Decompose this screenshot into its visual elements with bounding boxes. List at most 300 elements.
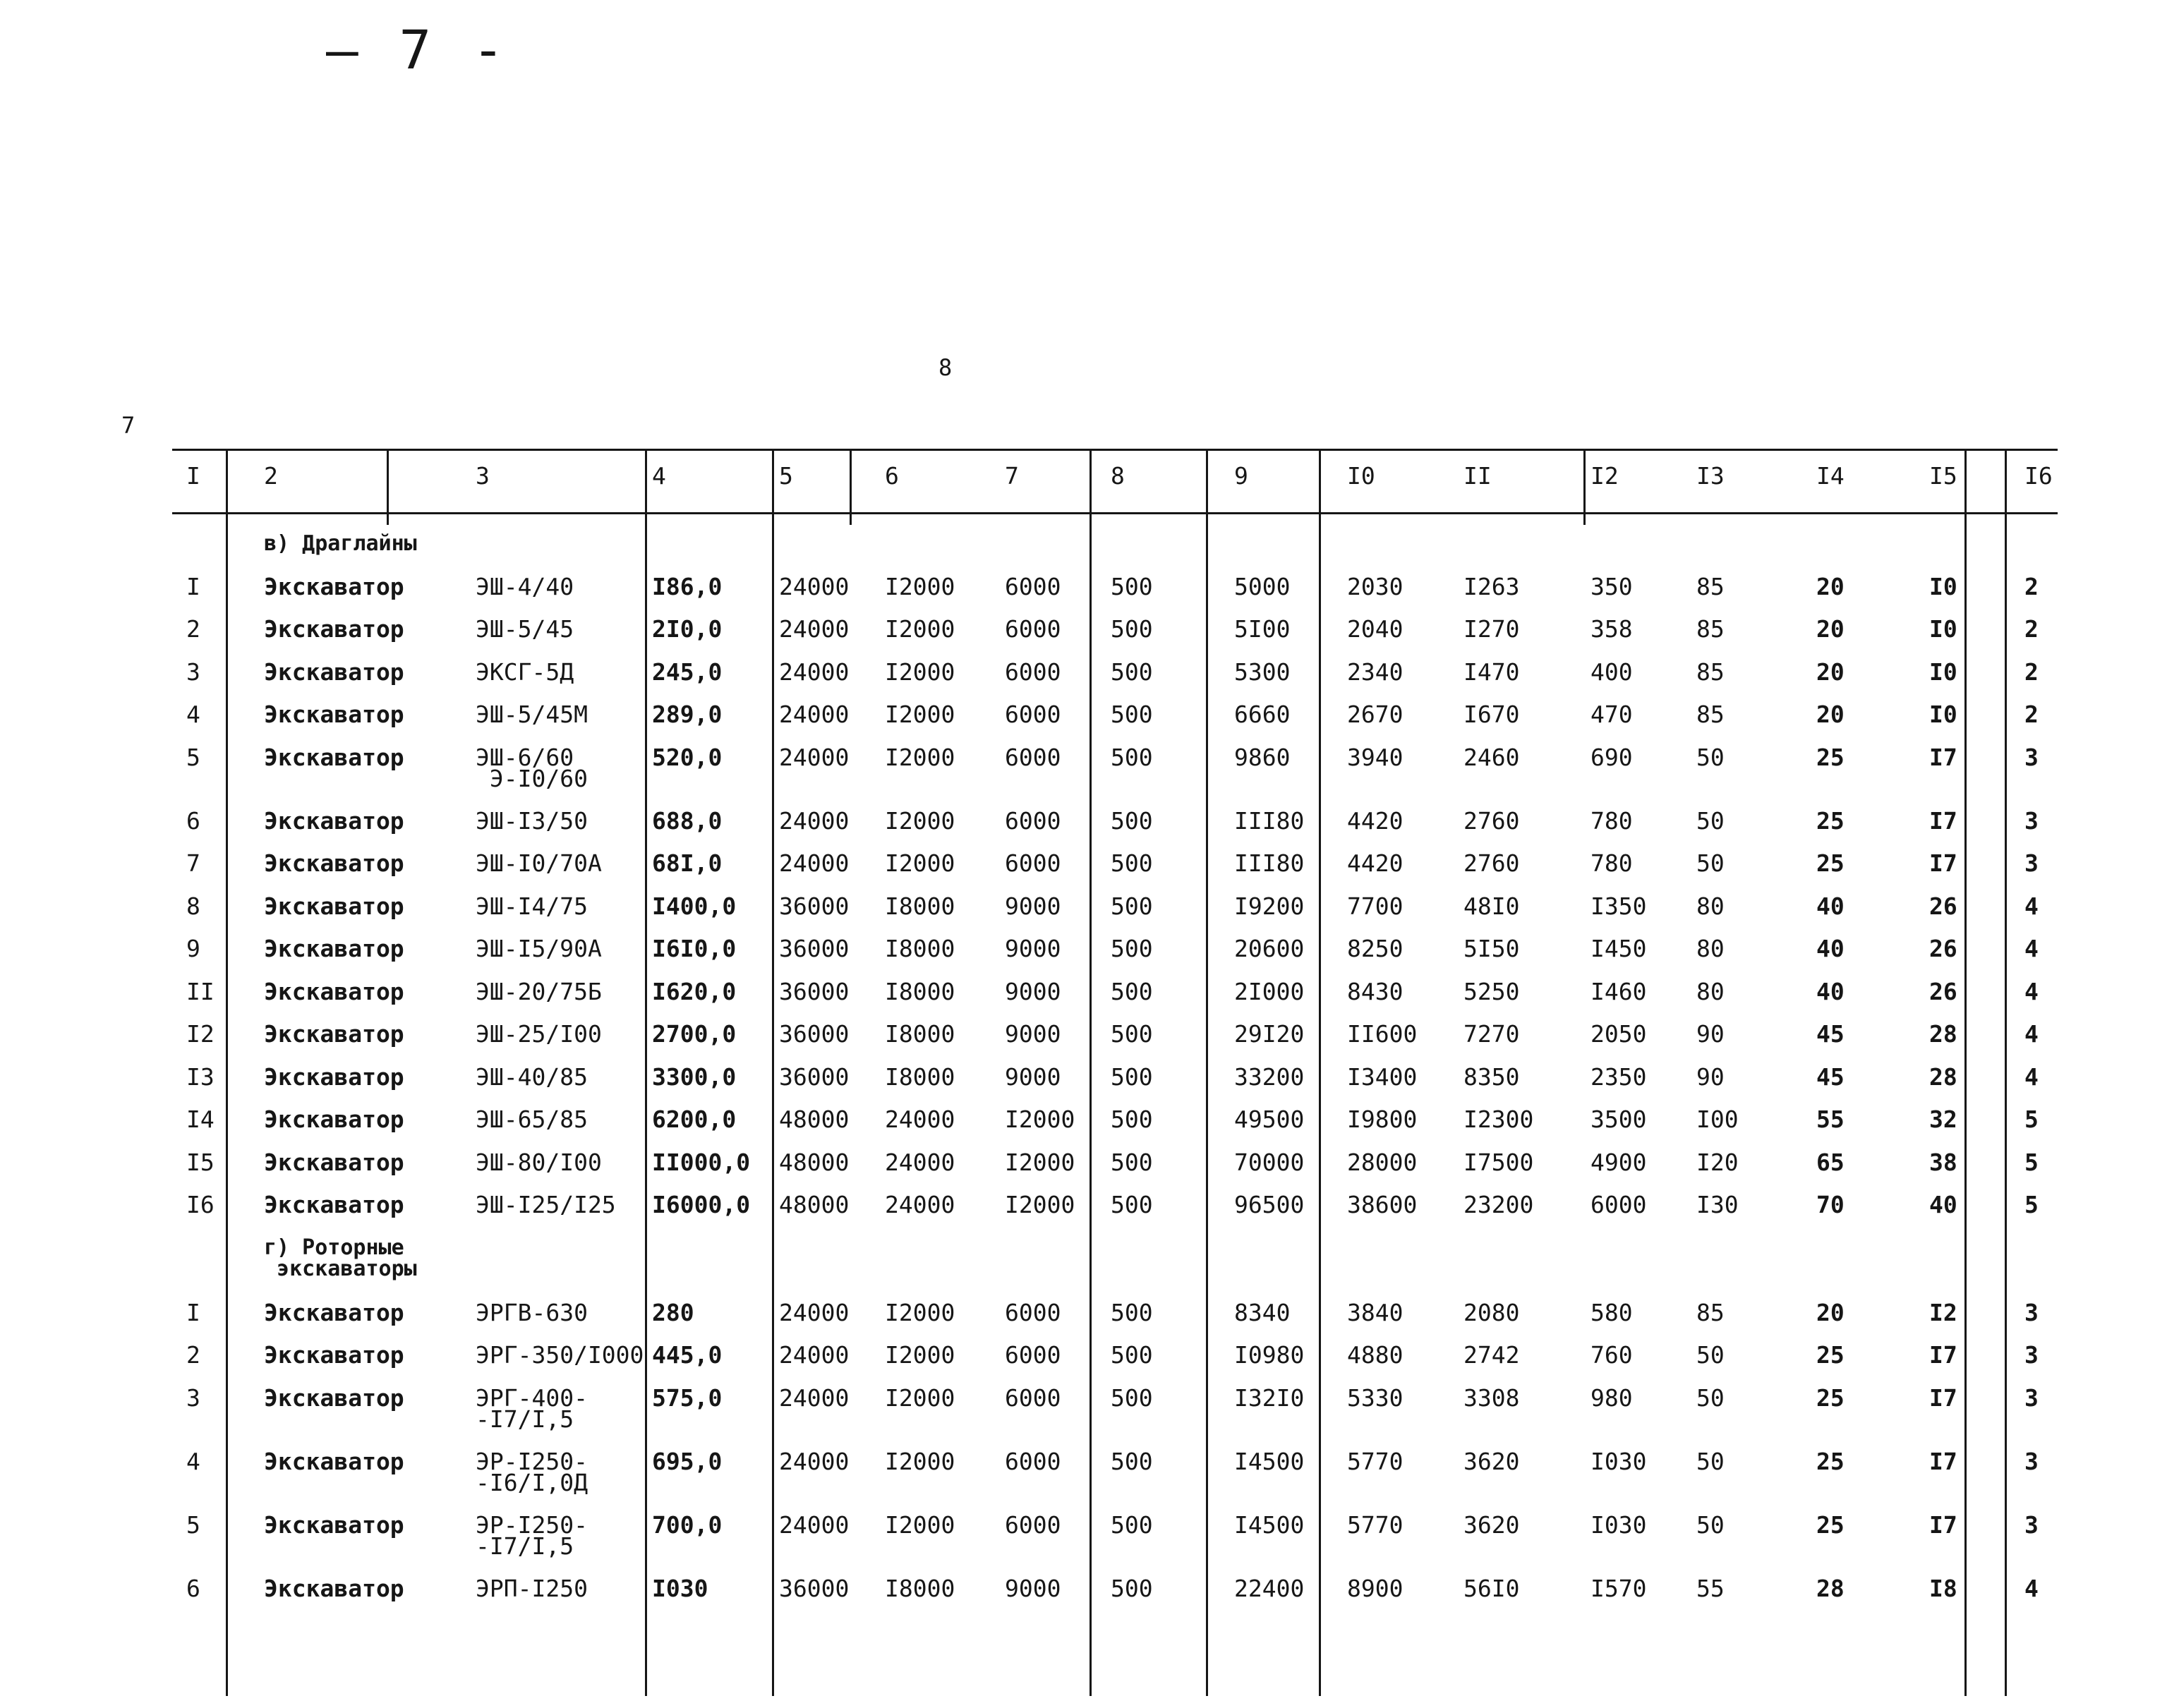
table-cell: 40	[1816, 935, 1845, 962]
table-cell: 2040	[1347, 615, 1404, 643]
table-cell: ЭШ-4/40	[476, 572, 574, 600]
table-cell: 48000	[779, 1191, 850, 1218]
table-cell: 6000	[1005, 743, 1061, 771]
table-cell: 45	[1816, 1062, 1845, 1091]
table-cell: 25	[1816, 806, 1845, 835]
table-cell: ЭШ-6/60 Э-I0/60	[476, 743, 588, 792]
table-cell: 28	[1929, 1062, 1957, 1091]
table-cell: 70000	[1234, 1148, 1305, 1176]
table-cell: ЭР-I250- -I6/I,0Д	[476, 1447, 588, 1496]
table-cell: 3620	[1463, 1510, 1520, 1539]
table-cell: I2300	[1463, 1106, 1534, 1133]
table-cell: 25	[1816, 1510, 1845, 1539]
table-cell: ЭШ-I3/50	[476, 806, 588, 835]
table-cell: 2I000	[1234, 977, 1305, 1005]
table-cell: 40	[1816, 892, 1845, 920]
table-cell: 80	[1696, 977, 1725, 1005]
table-cell: I030	[1590, 1447, 1647, 1475]
table-cell: I620,0	[652, 977, 737, 1005]
table-cell: Экскаватор	[264, 1341, 404, 1369]
table-cell: 40	[1929, 1191, 1957, 1218]
table-cell: 9000	[1005, 1020, 1061, 1048]
table-cell: 3	[2024, 849, 2039, 877]
table-cell: 2460	[1463, 743, 1520, 771]
table-cell: I8000	[885, 892, 955, 920]
table-cell: 4900	[1590, 1148, 1647, 1176]
table-cell: 500	[1111, 1106, 1153, 1133]
table-cell: 24000	[779, 1447, 850, 1475]
table-cell: 6000	[1590, 1191, 1647, 1218]
table-cell: 500	[1111, 1574, 1153, 1602]
side-mark: 7	[121, 412, 135, 439]
table-cell: 28	[1929, 1020, 1957, 1048]
table-cell: I450	[1590, 935, 1647, 962]
column-rule	[645, 449, 647, 1696]
table-cell: 36000	[779, 935, 850, 962]
table-cell: 85	[1696, 615, 1725, 643]
table-cell: I0	[1929, 572, 1957, 600]
table-cell: 9860	[1234, 743, 1291, 771]
table-cell: 24000	[885, 1106, 955, 1133]
table-cell: 20	[1816, 1298, 1845, 1326]
table-cell: 80	[1696, 892, 1725, 920]
table-cell: 2080	[1463, 1298, 1520, 1326]
table-cell: 289,0	[652, 701, 723, 728]
table-cell: I8000	[885, 1574, 955, 1602]
table-cell: 24000	[885, 1148, 955, 1176]
table-cell: Экскаватор	[264, 806, 404, 835]
table-cell: 36000	[779, 1574, 850, 1602]
table-cell: 7700	[1347, 892, 1404, 920]
table-cell: 9000	[1005, 1062, 1061, 1091]
table-cell: 9000	[1005, 1574, 1061, 1602]
table-cell: 2	[186, 615, 200, 643]
column-rule	[387, 449, 389, 525]
table-cell: 500	[1111, 935, 1153, 962]
table-cell: 695,0	[652, 1447, 723, 1475]
table-cell: 5	[186, 1510, 200, 1539]
table-cell: 50	[1696, 1383, 1725, 1412]
table-cell: 5300	[1234, 658, 1291, 686]
table-cell: Экскаватор	[264, 743, 404, 771]
table-cell: 50	[1696, 1447, 1725, 1475]
table-cell: 688,0	[652, 806, 723, 835]
table-cell: ЭРГВ-630	[476, 1298, 588, 1326]
table-cell: I86,0	[652, 572, 723, 600]
table-cell: II	[186, 977, 215, 1005]
table-cell: 22400	[1234, 1574, 1305, 1602]
table-cell: 50	[1696, 1510, 1725, 1539]
table-cell: 500	[1111, 1298, 1153, 1326]
table-cell: 38	[1929, 1148, 1957, 1176]
table-cell: 6000	[1005, 701, 1061, 728]
table-cell: 25	[1816, 743, 1845, 771]
table-cell: 2I0,0	[652, 615, 723, 643]
table-cell: 500	[1111, 615, 1153, 643]
table-cell: 4420	[1347, 806, 1404, 835]
table-cell: 24000	[779, 849, 850, 877]
table-cell: 470	[1590, 701, 1633, 728]
table-cell: 32	[1929, 1106, 1957, 1133]
table-cell: Экскаватор	[264, 1062, 404, 1091]
table-cell: I2000	[1005, 1191, 1075, 1218]
table-cell: 70	[1816, 1191, 1845, 1218]
table-cell: I2000	[885, 658, 955, 686]
table-cell: Экскаватор	[264, 1510, 404, 1539]
table-header-rule	[172, 512, 2058, 514]
table-cell: 48000	[779, 1148, 850, 1176]
column-header: 9	[1234, 462, 1248, 490]
table-cell: 6000	[1005, 615, 1061, 643]
table-cell: I0	[1929, 658, 1957, 686]
table-cell: 3	[2024, 1341, 2039, 1369]
table-cell: I2000	[885, 701, 955, 728]
table-cell: 500	[1111, 572, 1153, 600]
table-cell: 24000	[779, 806, 850, 835]
table-cell: 26	[1929, 935, 1957, 962]
table-cell: 445,0	[652, 1341, 723, 1369]
table-cell: 2	[2024, 615, 2039, 643]
table-cell: 5330	[1347, 1383, 1404, 1412]
table-cell: 5	[2024, 1106, 2039, 1133]
table-cell: I2000	[1005, 1148, 1075, 1176]
table-cell: 2340	[1347, 658, 1404, 686]
table-cell: I2000	[885, 1510, 955, 1539]
table-cell: 4	[186, 1447, 200, 1475]
table-cell: 500	[1111, 743, 1153, 771]
table-cell: 50	[1696, 806, 1725, 835]
table-cell: 350	[1590, 572, 1633, 600]
table-cell: I9200	[1234, 892, 1305, 920]
table-cell: 500	[1111, 658, 1153, 686]
table-cell: Экскаватор	[264, 1298, 404, 1326]
table-cell: ЭШ-5/45	[476, 615, 574, 643]
table-cell: 500	[1111, 977, 1153, 1005]
table-cell: I670	[1463, 701, 1520, 728]
table-cell: 3840	[1347, 1298, 1404, 1326]
table-cell: 500	[1111, 849, 1153, 877]
table-cell: 85	[1696, 572, 1725, 600]
table-cell: 9	[186, 935, 200, 962]
table-cell: 25	[1816, 849, 1845, 877]
column-header: I	[186, 462, 200, 490]
table-cell: 520,0	[652, 743, 723, 771]
table-cell: 6000	[1005, 658, 1061, 686]
table-cell: 24000	[885, 1191, 955, 1218]
table-cell: ЭШ-25/I00	[476, 1020, 602, 1048]
table-cell: 33200	[1234, 1062, 1305, 1091]
table-cell: I263	[1463, 572, 1520, 600]
table-cell: 4420	[1347, 849, 1404, 877]
table-cell: I570	[1590, 1574, 1647, 1602]
table-cell: Экскаватор	[264, 1148, 404, 1176]
table-cell: I7	[1929, 849, 1957, 877]
table-cell: I2000	[885, 1383, 955, 1412]
column-header: 5	[779, 462, 793, 490]
table-cell: 280	[652, 1298, 694, 1326]
table-cell: 760	[1590, 1341, 1633, 1369]
header-mark: 8	[938, 354, 953, 381]
table-cell: II000,0	[652, 1148, 751, 1176]
table-cell: 400	[1590, 658, 1633, 686]
table-cell: 36000	[779, 892, 850, 920]
table-cell: 36000	[779, 1020, 850, 1048]
table-cell: 24000	[779, 1510, 850, 1539]
table-cell: I4500	[1234, 1510, 1305, 1539]
table-cell: 4880	[1347, 1341, 1404, 1369]
table-cell: 24000	[779, 572, 850, 600]
table-cell: 9000	[1005, 892, 1061, 920]
table-cell: I3	[186, 1062, 215, 1091]
table-cell: Экскаватор	[264, 1447, 404, 1475]
table-cell: I030	[652, 1574, 708, 1602]
column-header: II	[1463, 462, 1492, 490]
table-cell: I0	[1929, 615, 1957, 643]
table-cell: 3300,0	[652, 1062, 737, 1091]
table-cell: 7	[186, 849, 200, 877]
table-cell: Экскаватор	[264, 892, 404, 920]
table-cell: ЭШ-20/75Б	[476, 977, 602, 1005]
table-cell: 3	[2024, 743, 2039, 771]
table-cell: 24000	[779, 743, 850, 771]
column-header: 2	[264, 462, 278, 490]
table-cell: I30	[1696, 1191, 1739, 1218]
table-cell: ЭШ-I0/70А	[476, 849, 602, 877]
column-rule	[2005, 449, 2007, 1696]
table-cell: 20	[1816, 572, 1845, 600]
table-cell: 20	[1816, 615, 1845, 643]
table-cell: III80	[1234, 849, 1305, 877]
table-cell: I6	[186, 1191, 215, 1218]
column-header: I6	[2024, 462, 2053, 490]
table-cell: I6I0,0	[652, 935, 737, 962]
table-cell: 49500	[1234, 1106, 1305, 1133]
table-cell: ЭШ-80/I00	[476, 1148, 602, 1176]
table-cell: 6	[186, 1574, 200, 1602]
table-cell: 80	[1696, 935, 1725, 962]
table-cell: ЭШ-65/85	[476, 1106, 588, 1133]
section-title: г) Роторные экскаваторы	[264, 1235, 417, 1281]
table-cell: 85	[1696, 1298, 1725, 1326]
table-cell: 68I,0	[652, 849, 723, 877]
table-cell: I4	[186, 1106, 215, 1133]
table-cell: 85	[1696, 658, 1725, 686]
table-cell: 700,0	[652, 1510, 723, 1539]
page-number: — 7 -	[326, 18, 509, 81]
table-cell: 25	[1816, 1383, 1845, 1412]
table-cell: I8000	[885, 1062, 955, 1091]
table-cell: 580	[1590, 1298, 1633, 1326]
table-cell: 8900	[1347, 1574, 1404, 1602]
table-cell: 36000	[779, 977, 850, 1005]
table-cell: 2	[186, 1341, 200, 1369]
data-table	[172, 449, 2058, 1696]
table-top-rule	[172, 449, 2058, 451]
table-cell: I0980	[1234, 1341, 1305, 1369]
table-cell: 4	[2024, 1062, 2039, 1091]
table-cell: 24000	[779, 1298, 850, 1326]
column-rule	[1206, 449, 1208, 1696]
table-cell: 2760	[1463, 806, 1520, 835]
table-cell: 4	[2024, 935, 2039, 962]
column-header: I4	[1816, 462, 1845, 490]
column-header: I2	[1590, 462, 1619, 490]
table-cell: I030	[1590, 1510, 1647, 1539]
table-cell: I470	[1463, 658, 1520, 686]
table-cell: 2050	[1590, 1020, 1647, 1048]
table-cell: 23200	[1463, 1191, 1534, 1218]
table-cell: ЭШ-40/85	[476, 1062, 588, 1091]
table-cell: 48000	[779, 1106, 850, 1133]
table-cell: 3308	[1463, 1383, 1520, 1412]
table-cell: 8350	[1463, 1062, 1520, 1091]
table-cell: I7	[1929, 1510, 1957, 1539]
table-cell: 500	[1111, 1020, 1153, 1048]
table-cell: 6000	[1005, 1447, 1061, 1475]
table-cell: I8000	[885, 977, 955, 1005]
table-cell: 500	[1111, 1447, 1153, 1475]
table-cell: 2	[2024, 658, 2039, 686]
table-cell: I8000	[885, 935, 955, 962]
table-cell: 56I0	[1463, 1574, 1520, 1602]
table-cell: 3940	[1347, 743, 1404, 771]
table-cell: 3	[2024, 1447, 2039, 1475]
table-cell: ЭР-I250- -I7/I,5	[476, 1510, 588, 1560]
table-cell: 50	[1696, 849, 1725, 877]
table-cell: 6000	[1005, 1341, 1061, 1369]
table-cell: 2030	[1347, 572, 1404, 600]
table-cell: I7	[1929, 1341, 1957, 1369]
table-cell: 5770	[1347, 1447, 1404, 1475]
table-cell: 4	[2024, 977, 2039, 1005]
table-cell: 500	[1111, 1341, 1153, 1369]
table-cell: 7270	[1463, 1020, 1520, 1048]
table-cell: 5I50	[1463, 935, 1520, 962]
column-header: 7	[1005, 462, 1019, 490]
table-cell: 780	[1590, 806, 1633, 835]
table-cell: 500	[1111, 892, 1153, 920]
table-cell: 6000	[1005, 849, 1061, 877]
column-rule	[226, 449, 228, 1696]
table-cell: I2000	[885, 806, 955, 835]
table-cell: III80	[1234, 806, 1305, 835]
table-cell: 3500	[1590, 1106, 1647, 1133]
table-cell: 4	[2024, 1574, 2039, 1602]
table-cell: I2000	[885, 849, 955, 877]
table-cell: I7500	[1463, 1148, 1534, 1176]
table-cell: I9800	[1347, 1106, 1418, 1133]
table-cell: 24000	[779, 701, 850, 728]
table-cell: 5I00	[1234, 615, 1291, 643]
table-cell: I0	[1929, 701, 1957, 728]
table-cell: ЭРГ-400- -I7/I,5	[476, 1383, 588, 1433]
table-cell: I2	[1929, 1298, 1957, 1326]
table-cell: 96500	[1234, 1191, 1305, 1218]
table-cell: Экскаватор	[264, 1383, 404, 1412]
column-rule	[1319, 449, 1321, 1696]
table-cell: 90	[1696, 1020, 1725, 1048]
table-cell: 2742	[1463, 1341, 1520, 1369]
table-cell: 36000	[779, 1062, 850, 1091]
table-cell: 50	[1696, 1341, 1725, 1369]
table-cell: 85	[1696, 701, 1725, 728]
table-cell: 38600	[1347, 1191, 1418, 1218]
table-cell: 500	[1111, 806, 1153, 835]
column-header: 6	[885, 462, 899, 490]
table-cell: I2000	[885, 615, 955, 643]
table-cell: I4500	[1234, 1447, 1305, 1475]
column-header: I3	[1696, 462, 1725, 490]
table-cell: 2700,0	[652, 1020, 737, 1048]
table-cell: I8	[1929, 1574, 1957, 1602]
column-rule	[1583, 449, 1586, 525]
table-cell: I2000	[1005, 1106, 1075, 1133]
table-cell: I32I0	[1234, 1383, 1305, 1412]
table-cell: 6200,0	[652, 1106, 737, 1133]
table-cell: 6000	[1005, 806, 1061, 835]
table-cell: I3400	[1347, 1062, 1418, 1091]
table-cell: Экскаватор	[264, 1020, 404, 1048]
table-cell: I2000	[885, 1447, 955, 1475]
table-cell: 500	[1111, 701, 1153, 728]
table-cell: Экскаватор	[264, 1574, 404, 1602]
section-title: в) Драглайны	[264, 531, 417, 556]
table-cell: I20	[1696, 1148, 1739, 1176]
table-cell: Экскаватор	[264, 658, 404, 686]
table-cell: Экскаватор	[264, 1191, 404, 1218]
table-cell: ЭРГ-350/I000	[476, 1341, 644, 1369]
table-cell: 8430	[1347, 977, 1404, 1005]
table-cell: 500	[1111, 1062, 1153, 1091]
table-cell: 25	[1816, 1341, 1845, 1369]
table-cell: I	[186, 572, 200, 600]
table-cell: 6000	[1005, 1298, 1061, 1326]
table-cell: 26	[1929, 892, 1957, 920]
table-cell: ЭШ-I25/I25	[476, 1191, 616, 1218]
table-cell: 3	[2024, 1298, 2039, 1326]
table-cell: 3	[2024, 1510, 2039, 1539]
table-cell: ЭКСГ-5Д	[476, 658, 574, 686]
table-cell: 6000	[1005, 1383, 1061, 1412]
table-cell: 2760	[1463, 849, 1520, 877]
table-cell: 5000	[1234, 572, 1291, 600]
column-rule	[1964, 449, 1967, 1696]
table-cell: 8340	[1234, 1298, 1291, 1326]
table-cell: Экскаватор	[264, 935, 404, 962]
table-cell: 500	[1111, 1383, 1153, 1412]
table-cell: 26	[1929, 977, 1957, 1005]
table-cell: 24000	[779, 615, 850, 643]
table-cell: I7	[1929, 1447, 1957, 1475]
table-cell: 500	[1111, 1148, 1153, 1176]
table-cell: 40	[1816, 977, 1845, 1005]
column-rule	[772, 449, 774, 1696]
column-header: I5	[1929, 462, 1957, 490]
table-cell: 4	[2024, 892, 2039, 920]
table-cell: 2670	[1347, 701, 1404, 728]
table-cell: 24000	[779, 1383, 850, 1412]
table-cell: 5250	[1463, 977, 1520, 1005]
table-cell: II600	[1347, 1020, 1418, 1048]
table-cell: 20	[1816, 658, 1845, 686]
table-cell: 28000	[1347, 1148, 1418, 1176]
table-cell: 690	[1590, 743, 1633, 771]
table-cell: 50	[1696, 743, 1725, 771]
table-cell: 55	[1816, 1106, 1845, 1133]
table-cell: 20	[1816, 701, 1845, 728]
table-cell: 358	[1590, 615, 1633, 643]
table-cell: I	[186, 1298, 200, 1326]
